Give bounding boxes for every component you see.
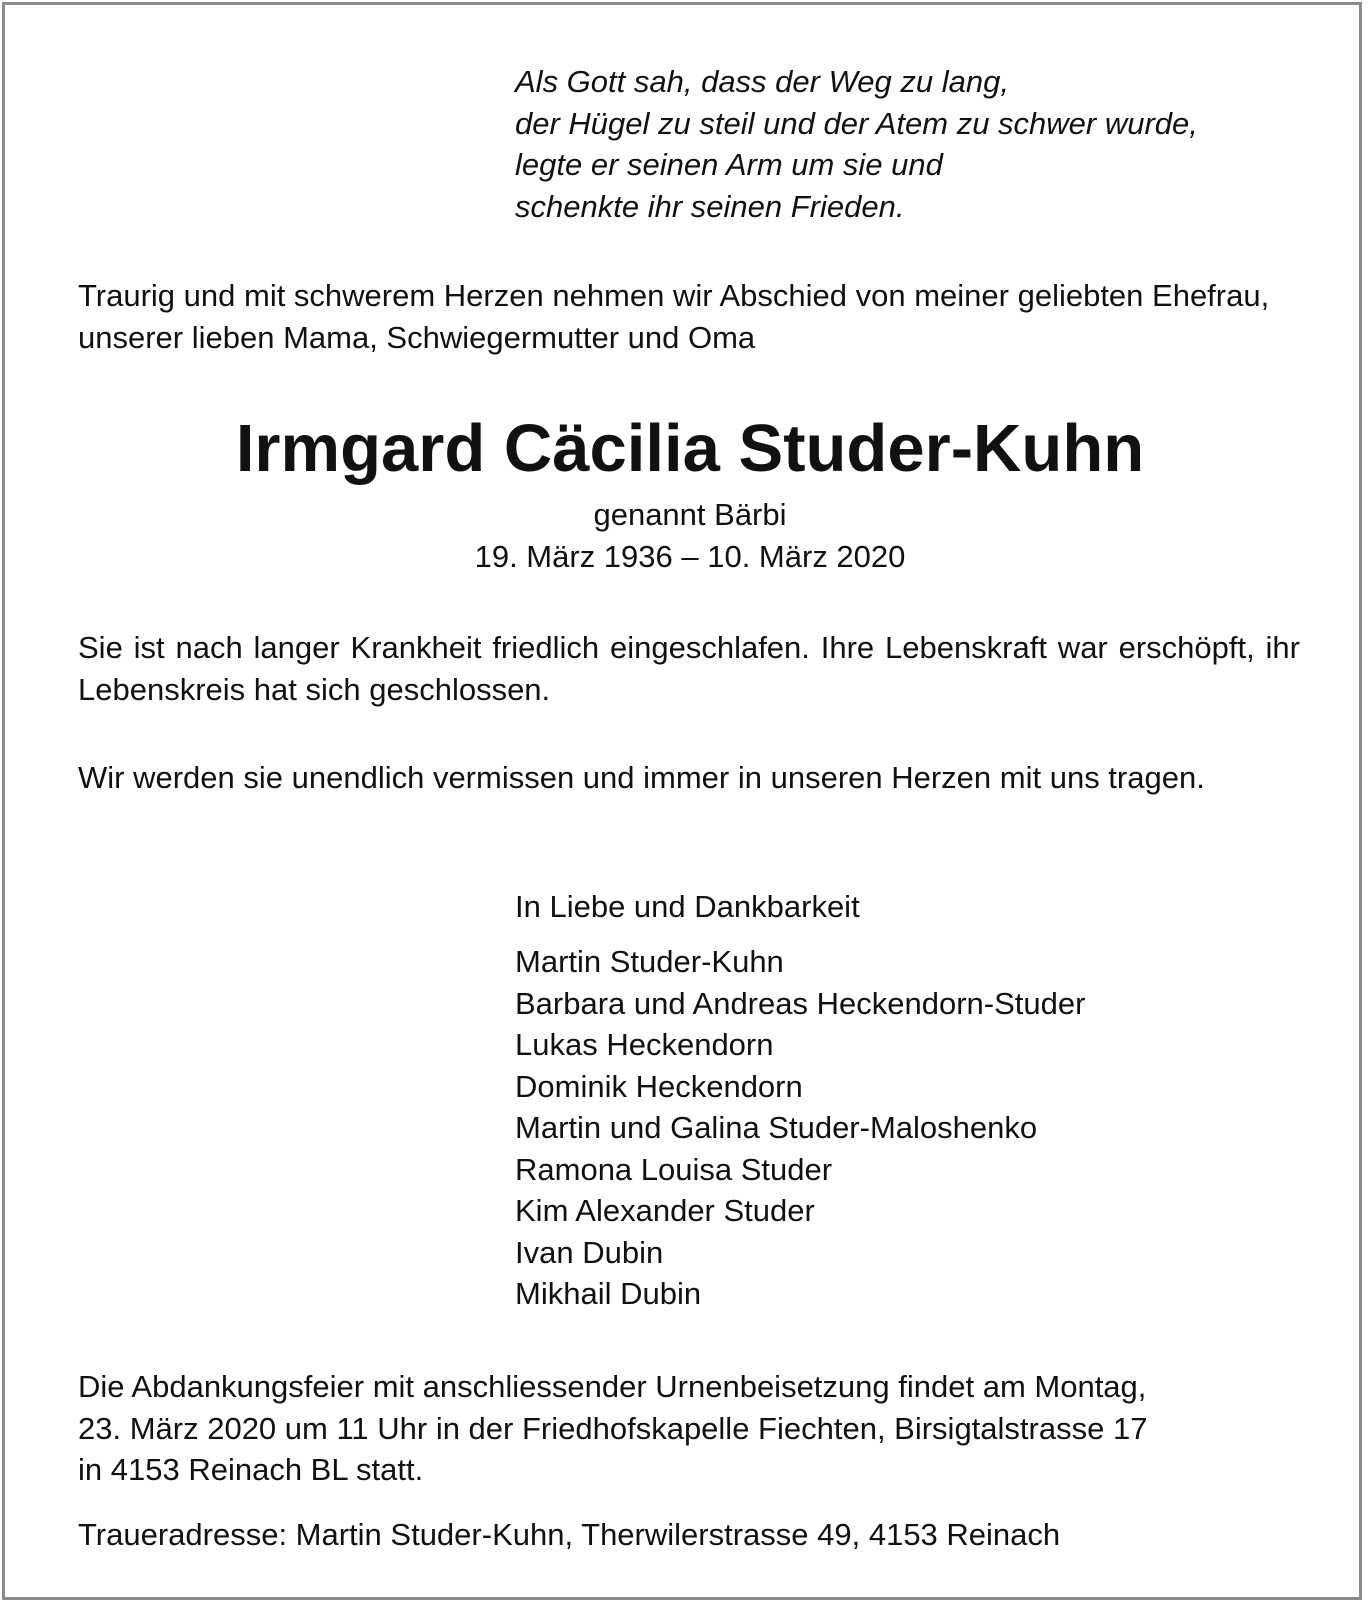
poem-line: schenkte ihr seinen Frieden. bbox=[515, 188, 905, 224]
ceremony-info bbox=[78, 1366, 1300, 1491]
mourner-name: Kim Alexander Studer bbox=[515, 1193, 815, 1228]
ceremony-line: Die Abdankungsfeier mit anschliessender Urnenbeisetzung findet am Montag, bbox=[78, 1369, 1147, 1404]
poem-line: legte er seinen Arm um sie und bbox=[515, 147, 943, 182]
poem-line: der Hügel zu steil und der Atem zu schwer wurde, bbox=[515, 105, 1198, 141]
mourner-name: Martin Studer-Kuhn bbox=[515, 944, 784, 979]
mourning-address: Traueradresse: Martin Studer-Kuhn, Therwilerstrasse 49, 4153 Reinach bbox=[78, 1517, 1061, 1552]
ceremony-line: in 4153 Reinach BL statt. bbox=[78, 1452, 424, 1487]
intro-text: Traurig und mit schwerem Herzen nehmen wir Abschied von meiner geliebten Ehefrau, unserer lieben Mama, Schwiegermutter und Oma bbox=[78, 278, 1270, 355]
poem-line: Als Gott sah, dass der Weg zu lang, bbox=[515, 64, 1009, 99]
deceased-nickname: genannt Bärbi bbox=[593, 497, 787, 532]
paragraph-passing: Sie ist nach langer Krankheit friedlich eingeschlafen. Ihre Lebenskraft war erschöpft, ihr Lebenskreis hat sich geschlossen. bbox=[78, 630, 1300, 707]
mourner-name: Barbara und Andreas Heckendorn-Studer bbox=[515, 985, 1086, 1021]
deceased-name: Irmgard Cäcilia Studer-Kuhn bbox=[235, 411, 1145, 486]
closing-phrase: In Liebe und Dankbarkeit bbox=[515, 889, 860, 924]
paragraph-remembrance: Wir werden sie unendlich vermissen und immer in unseren Herzen mit uns tragen. bbox=[78, 760, 1205, 795]
obituary-frame bbox=[2, 2, 1362, 1600]
mourner-name: Mikhail Dubin bbox=[515, 1276, 702, 1311]
mourner-name: Dominik Heckendorn bbox=[515, 1068, 803, 1104]
mourner-name: Martin und Galina Studer-Maloshenko bbox=[515, 1110, 1038, 1145]
mourner-name: Ivan Dubin bbox=[515, 1234, 664, 1270]
poem bbox=[515, 61, 1198, 227]
mourners-list bbox=[515, 941, 1085, 1315]
ceremony-line: 23. März 2020 um 11 Uhr in der Friedhofskapelle Fiechten, Birsigtalstrasse 17 bbox=[78, 1410, 1148, 1446]
mourner-name: Lukas Heckendorn bbox=[515, 1027, 774, 1062]
life-dates: 19. März 1936 – 10. März 2020 bbox=[474, 539, 906, 574]
mourner-name: Ramona Louisa Studer bbox=[515, 1151, 833, 1187]
